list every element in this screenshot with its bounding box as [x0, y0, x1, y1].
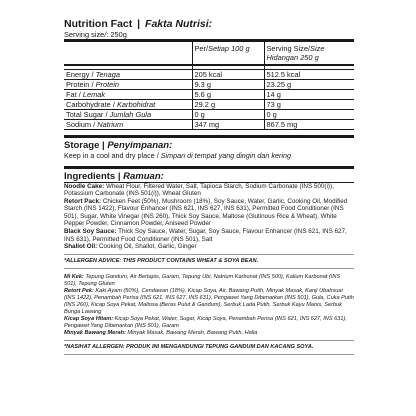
serving-value: : 250g [106, 30, 127, 39]
table-row: Energy / Tenaga 205 kcal 512.5 kcal [64, 69, 354, 79]
ingredients-title: Ingredients | Ramuan: [64, 170, 164, 182]
ingredient-item: Noodle Cake: Wheat Flour, Filtered Water, Salt, Tapioca Starch, Sodium Carbonate (INS 500(i)), Potassium Carbonate (INS 501(i)), Wheat Gluten [64, 182, 334, 198]
nutrition-label [64, 18, 354, 355]
ingredients-list-malay [64, 274, 354, 337]
storage-title: Storage | Penyimpanan: [64, 139, 173, 151]
table-row: Protein / Protein 9.3 g 23.25 g [64, 79, 354, 89]
table-row: Carbohydrate / Karbohidrat 29.2 g 73 g [64, 99, 354, 109]
allergen-advice: *ALLERGEN ADVICE: THIS PRODUCT CONTAINS WHEAT & SOYA BEAN. [64, 257, 259, 264]
nutrition-title-ms: Fakta Nutrisi: [145, 18, 213, 30]
header-serving: Serving Size/Size Hidangan 250 g [264, 42, 354, 65]
ingredient-item: Black Soy Sauce: Thick Soy Sauce, Water, Sugar, Soy Sauce, Flavour Enhancer (INS 621, INS 627, INS 631), Permitted Food Conditioner (INS 501), Salt [64, 228, 347, 243]
ingredient-item: Kicap Soya Hitam: Kicap Soya Pekat, Water, Sugar, Kicap Soya, Penambah Perisa (INS 621, INS 627, INS 631), Pengawet Yang Dibenarkan (INS 501), Garam [64, 315, 347, 329]
serving-size [64, 30, 354, 39]
nutrition-title [64, 18, 354, 30]
divider [64, 166, 354, 169]
table-row: Fat / Lemak 5.6 g 14 g [64, 89, 354, 99]
table-row: Sodium / Natrium 347 mg 867.5 mg [64, 119, 354, 129]
ingredients-list [64, 183, 354, 251]
nutrition-title-en: Nutrition Fact [64, 18, 133, 30]
nutrition-table [64, 42, 354, 130]
serving-label-ms: / [104, 30, 107, 39]
nutrition-table-header [64, 42, 354, 65]
divider [64, 135, 354, 138]
ingredient-item: Retort Pek: Kaki Ayam (50%), Cendawan (18%), Kicap Soya, Air, Bawang Putih, Minyak Masak, Kanji Ubahsuai (INS 1422), Penambah Perisa (INS 621, INS 627, INS 631), Pengawet Yang Dibenarkan (INS 501), Gula, Cuka Putih (INS 260), Kicap Soya Pekat, Maltosa (Beras Pulut & Gandum), Serbuk Lada Putih, Serbuk Kayu Manis, Serbuk Bunga Lawang [64, 287, 354, 315]
serving-label-en: Serving size [64, 30, 105, 39]
storage-text: Keep in a cool and dry place / Simpan di tempat yang dingin dan kering [64, 150, 291, 160]
divider [64, 354, 354, 355]
ingredient-item: Minyak Bawang Merah: Minyak Masak, Bawang Merah, Bawang Putih, Halia [64, 329, 258, 336]
ingredient-item: Retort Pack: Chicken Feet (50%), Mushroom (18%), Soy Sauce, Water, Garlic, Cooking Oil, Modified Starch (INS 1422), Flavour Enhancer (INS 621, INS 627, INS 631), Permitted Food Conditioner (INS 501), Sugar, White Vinegar (INS 260), Thick Soy Sauce, Maltose (Glutinous Rice & Wheat), White Pepper Powder, Cinnamon Powder, Aniseed Powder [64, 197, 348, 228]
title-separator: | [137, 18, 141, 30]
table-row: Total Sugar / Jumlah Gula 0 g 0 g [64, 109, 354, 119]
ingredient-item: Shallot Oil: Cooking Oil, Shallot, Garlic, Ginger [64, 243, 197, 251]
header-empty-cell [64, 42, 192, 65]
allergen-advice-malay: *NASIHAT ALLERGEN: PRODUK INI MENGANDUNGI TEPUNG GANDUM DAN KACANG SOYA. [64, 343, 314, 350]
header-per100: Per/Setiap 100 g [192, 42, 264, 65]
ingredient-item: Mi Kek: Tepung Gandum, Air Bertapis, Garam, Tepung Ubi, Natrium Karbonat (INS 500), Kalium Karbonat (INS 501), Tepung Gluten [64, 273, 341, 287]
